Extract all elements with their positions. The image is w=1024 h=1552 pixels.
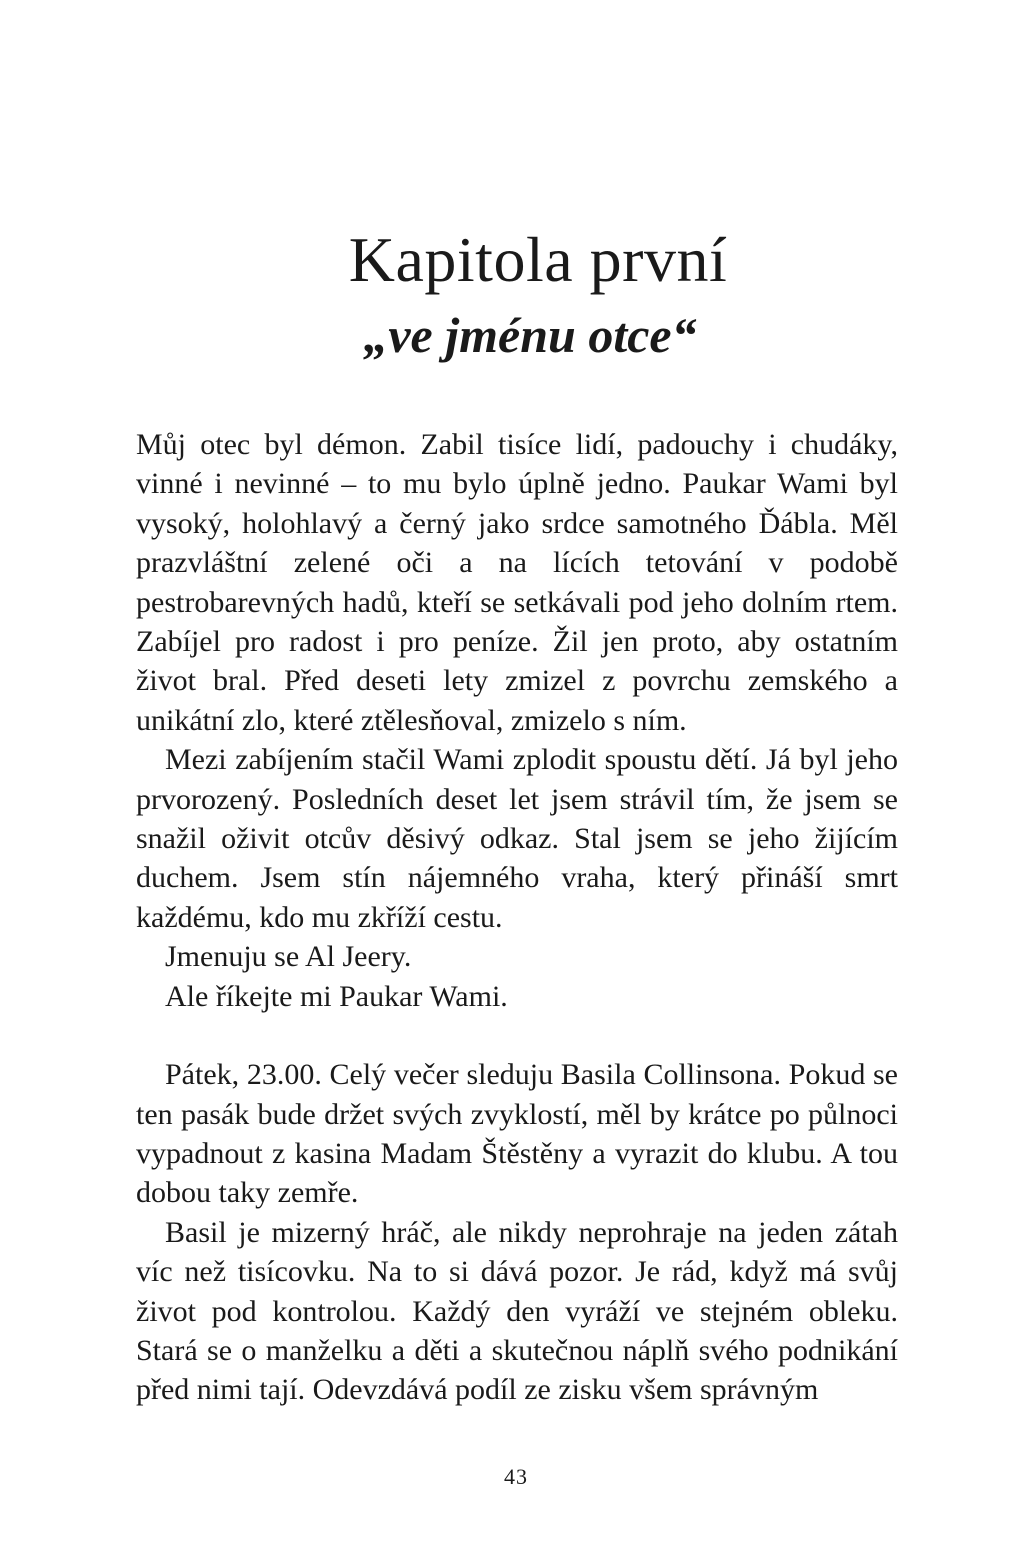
body-text (136, 425, 898, 1410)
chapter-subtitle: „ve jménu otce“ (363, 307, 697, 363)
chapter-title: Kapitola první (348, 224, 728, 295)
paragraph: Jmenuju se Al Jeery. (165, 940, 412, 974)
page-number: 43 (504, 1464, 528, 1489)
paragraph: Pátek, 23.00. Celý večer sleduju Basila Collinsona. Pokud se ten pasák bude držet svých zvyklostí, měl by krátce po půlnoci vypadnout z kasina Madam Štěstěny a vyrazit do klubu. A tou dobou taky zemře. (136, 1058, 898, 1210)
paragraph: Mezi zabíjením stačil Wami zplodit spoustu dětí. Já byl jeho prvorozený. Posledních deset let jsem strávil tím, že jsem se snažil oživit otcův děsivý odkaz. Stal jsem se jeho žijícím duchem. Jsem stín nájemného vraha, který přináší smrt každému, kdo mu zkříží cestu. (136, 743, 898, 934)
paragraph: Můj otec byl démon. Zabil tisíce lidí, padouchy i chudáky, vinné i nevinné – to mu bylo úplně jedno. Paukar Wami byl vysoký, holohlavý a černý jako srdce samotného Ďábla. Měl prazvláštní zelené oči a na lících tetování v podobě pestrobarevných hadů, kteří se setkávali pod jeho dolním rtem. Zabíjel pro radost i pro peníze. Žil jen proto, aby ostatním život bral. Před deseti lety zmizel z povrchu zemského a unikátní zlo, které ztělesňoval, zmizelo s ním. (136, 428, 898, 737)
paragraph: Ale říkejte mi Paukar Wami. (165, 979, 508, 1013)
paragraph: Basil je mizerný hráč, ale nikdy neprohraje na jeden zátah víc než tisícovku. Na to si dává pozor. Je rád, když má svůj život pod kontrolou. Každý den vyráží ve stejném obleku. Stará se o manželku a děti a skutečnou náplň svého podnikání před nimi tají. Odevzdává podíl ze zisku všem správným (136, 1215, 898, 1407)
